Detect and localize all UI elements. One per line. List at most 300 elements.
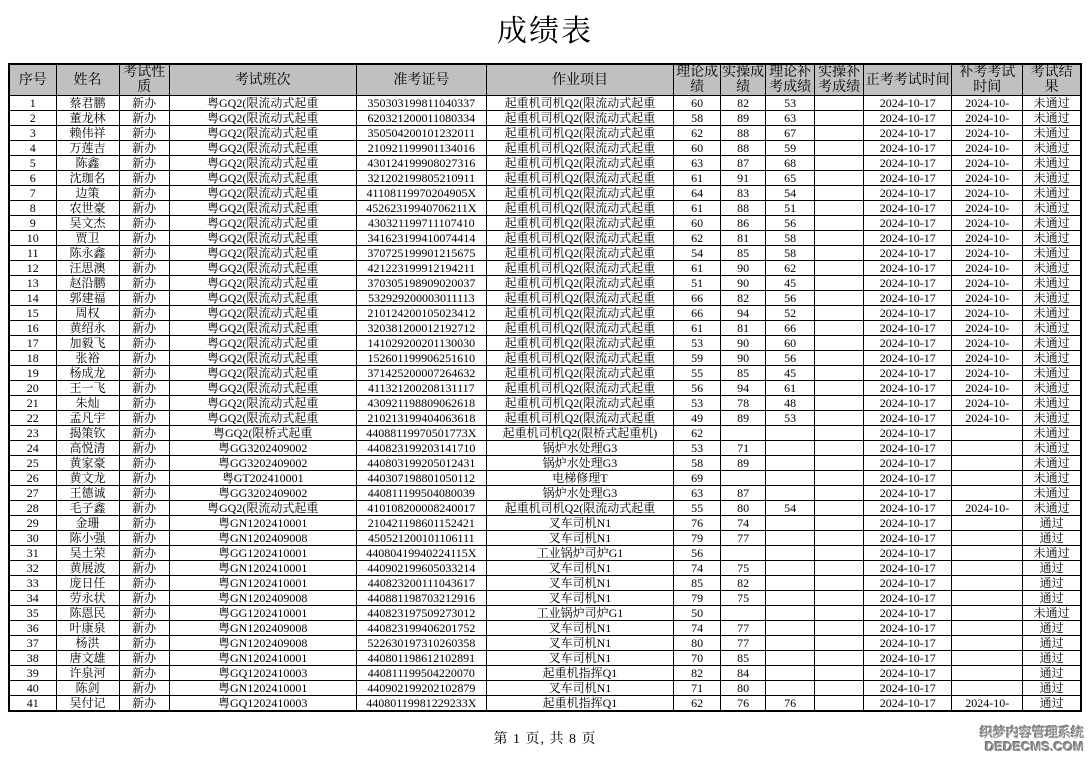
cell-practical-makeup-score: [815, 186, 864, 201]
cell-exam-class: 粤GQ1202410003: [169, 666, 356, 681]
cell-name: 万莲吉: [56, 141, 119, 156]
cell-practical-makeup-score: [815, 501, 864, 516]
table-row: [9, 576, 1081, 591]
cell-theory-makeup-score: 53: [766, 96, 815, 111]
cell-exam-nature: 新办: [119, 636, 169, 651]
cell-exam-date: 2024-10-17: [864, 681, 952, 696]
cell-work-project: 叉车司机N1: [486, 651, 673, 666]
cell-makeup-exam-date: [952, 426, 1023, 441]
cell-theory-score: 60: [674, 216, 721, 231]
cell-theory-makeup-score: 58: [766, 246, 815, 261]
cell-practical-makeup-score: [815, 696, 864, 712]
column-header-theory-makeup-score: 理论补考成绩: [766, 64, 815, 96]
cell-work-project: 起重机司机Q2(限流动式起重: [486, 321, 673, 336]
cell-exam-result: 未通过: [1023, 111, 1081, 126]
cell-practical-score: 88: [721, 201, 766, 216]
cell-makeup-exam-date: 2024-10-: [952, 351, 1023, 366]
table-row: [9, 456, 1081, 471]
cell-theory-score: 54: [674, 246, 721, 261]
cell-work-project: 起重机司机Q2(限流动式起重: [486, 276, 673, 291]
cell-admission-ticket-number: 440811199504080039: [356, 486, 486, 501]
cell-name: 劳永状: [56, 591, 119, 606]
cell-row-number: 41: [9, 696, 56, 712]
cell-practical-makeup-score: [815, 426, 864, 441]
cell-practical-score: 75: [721, 591, 766, 606]
cell-practical-makeup-score: [815, 531, 864, 546]
cell-exam-nature: 新办: [119, 591, 169, 606]
cell-exam-nature: 新办: [119, 576, 169, 591]
cell-exam-nature: 新办: [119, 126, 169, 141]
table-row: [9, 261, 1081, 276]
cell-exam-nature: 新办: [119, 441, 169, 456]
cell-name: 陈永鑫: [56, 246, 119, 261]
cell-name: 吴付记: [56, 696, 119, 712]
cell-admission-ticket-number: 44080119981229233X: [356, 696, 486, 712]
column-header-row-number: 序号: [9, 64, 56, 96]
cell-work-project: 起重机司机Q2(限流动式起重: [486, 411, 673, 426]
cell-row-number: 39: [9, 666, 56, 681]
cell-theory-makeup-score: 63: [766, 111, 815, 126]
cell-exam-class: 粤GQ2(限流动式起重: [169, 411, 356, 426]
cell-theory-makeup-score: 51: [766, 201, 815, 216]
cell-name: 吴土荣: [56, 546, 119, 561]
cell-practical-score: 89: [721, 456, 766, 471]
cell-theory-score: 69: [674, 471, 721, 486]
cell-makeup-exam-date: 2024-10-: [952, 246, 1023, 261]
cell-name: 孟凡宇: [56, 411, 119, 426]
cell-exam-date: 2024-10-17: [864, 486, 952, 501]
cell-row-number: 27: [9, 486, 56, 501]
cell-makeup-exam-date: [952, 486, 1023, 501]
cell-row-number: 23: [9, 426, 56, 441]
cell-exam-date: 2024-10-17: [864, 591, 952, 606]
cell-exam-class: 粤GQ2(限流动式起重: [169, 306, 356, 321]
cell-theory-makeup-score: [766, 681, 815, 696]
cell-theory-score: 62: [674, 126, 721, 141]
cell-row-number: 10: [9, 231, 56, 246]
table-row: [9, 396, 1081, 411]
cell-theory-score: 56: [674, 546, 721, 561]
cell-practical-score: 80: [721, 501, 766, 516]
cell-row-number: 9: [9, 216, 56, 231]
cell-practical-makeup-score: [815, 246, 864, 261]
cell-exam-date: 2024-10-17: [864, 411, 952, 426]
cell-exam-nature: 新办: [119, 246, 169, 261]
cell-name: 唐文雄: [56, 651, 119, 666]
table-row: [9, 336, 1081, 351]
cell-practical-score: 94: [721, 306, 766, 321]
cell-exam-date: 2024-10-17: [864, 426, 952, 441]
cell-admission-ticket-number: 350303199811040337: [356, 96, 486, 111]
cell-exam-class: 粤GQ2(限流动式起重: [169, 366, 356, 381]
cell-exam-nature: 新办: [119, 171, 169, 186]
cell-practical-makeup-score: [815, 126, 864, 141]
cell-makeup-exam-date: [952, 681, 1023, 696]
cell-practical-makeup-score: [815, 201, 864, 216]
cell-exam-date: 2024-10-17: [864, 171, 952, 186]
cell-admission-ticket-number: 440811199504220070: [356, 666, 486, 681]
cell-practical-makeup-score: [815, 381, 864, 396]
table-row: [9, 501, 1081, 516]
cell-practical-score: 77: [721, 636, 766, 651]
cell-row-number: 37: [9, 636, 56, 651]
cell-practical-makeup-score: [815, 621, 864, 636]
cell-exam-result: 未通过: [1023, 171, 1081, 186]
cell-admission-ticket-number: 440881198703212916: [356, 591, 486, 606]
cell-practical-makeup-score: [815, 321, 864, 336]
cell-admission-ticket-number: 320381200012192712: [356, 321, 486, 336]
cell-admission-ticket-number: 440823200111043617: [356, 576, 486, 591]
cell-exam-class: 粤GQ2(限流动式起重: [169, 216, 356, 231]
cell-practical-score: 76: [721, 696, 766, 712]
cell-makeup-exam-date: 2024-10-: [952, 291, 1023, 306]
cell-makeup-exam-date: [952, 561, 1023, 576]
cell-practical-score: 91: [721, 171, 766, 186]
cell-exam-date: 2024-10-17: [864, 306, 952, 321]
cell-makeup-exam-date: 2024-10-: [952, 261, 1023, 276]
cell-admission-ticket-number: 41108119970204905X: [356, 186, 486, 201]
cell-row-number: 36: [9, 621, 56, 636]
table-row: [9, 321, 1081, 336]
cell-exam-nature: 新办: [119, 156, 169, 171]
cell-work-project: 起重机司机Q2(限流动式起重: [486, 261, 673, 276]
cell-theory-score: 85: [674, 576, 721, 591]
cell-makeup-exam-date: 2024-10-: [952, 141, 1023, 156]
cell-theory-score: 63: [674, 486, 721, 501]
cell-theory-makeup-score: [766, 591, 815, 606]
cell-theory-makeup-score: 58: [766, 231, 815, 246]
cell-admission-ticket-number: 210213199404063618: [356, 411, 486, 426]
cell-name: 许泉河: [56, 666, 119, 681]
cell-theory-makeup-score: 67: [766, 126, 815, 141]
cell-makeup-exam-date: 2024-10-: [952, 186, 1023, 201]
cell-theory-score: 80: [674, 636, 721, 651]
cell-exam-class: 粤GG3202409002: [169, 486, 356, 501]
cell-practical-makeup-score: [815, 516, 864, 531]
cell-exam-date: 2024-10-17: [864, 246, 952, 261]
table-row: [9, 246, 1081, 261]
cell-practical-score: 71: [721, 441, 766, 456]
cell-makeup-exam-date: [952, 441, 1023, 456]
cell-exam-class: 粤GG3202409002: [169, 456, 356, 471]
table-row: [9, 126, 1081, 141]
table-row: [9, 201, 1081, 216]
cell-exam-date: 2024-10-17: [864, 471, 952, 486]
cell-practical-makeup-score: [815, 591, 864, 606]
cell-exam-date: 2024-10-17: [864, 366, 952, 381]
cell-exam-result: 未通过: [1023, 306, 1081, 321]
cell-work-project: 起重机司机Q2(限流动式起重: [486, 306, 673, 321]
cell-exam-result: 通过: [1023, 651, 1081, 666]
cell-theory-makeup-score: 53: [766, 411, 815, 426]
cell-work-project: 叉车司机N1: [486, 591, 673, 606]
table-row: [9, 426, 1081, 441]
cell-theory-score: 79: [674, 591, 721, 606]
cell-row-number: 30: [9, 531, 56, 546]
cell-exam-nature: 新办: [119, 501, 169, 516]
cell-name: 黄家豪: [56, 456, 119, 471]
cell-practical-makeup-score: [815, 306, 864, 321]
cell-exam-class: 粤GQ2(限流动式起重: [169, 171, 356, 186]
cell-exam-date: 2024-10-17: [864, 276, 952, 291]
cell-exam-result: 未通过: [1023, 141, 1081, 156]
cell-practical-makeup-score: [815, 546, 864, 561]
cell-exam-result: 未通过: [1023, 231, 1081, 246]
cell-exam-result: 通过: [1023, 696, 1081, 712]
cell-theory-score: 61: [674, 261, 721, 276]
cell-theory-score: 66: [674, 306, 721, 321]
cell-exam-nature: 新办: [119, 231, 169, 246]
cell-exam-class: 粤GN1202410001: [169, 651, 356, 666]
cell-row-number: 25: [9, 456, 56, 471]
cell-practical-makeup-score: [815, 681, 864, 696]
cell-admission-ticket-number: 152601199906251610: [356, 351, 486, 366]
cell-exam-result: 未通过: [1023, 126, 1081, 141]
cell-practical-score: 87: [721, 486, 766, 501]
cell-exam-result: 未通过: [1023, 246, 1081, 261]
cell-practical-makeup-score: [815, 111, 864, 126]
cell-exam-date: 2024-10-17: [864, 456, 952, 471]
cell-name: 黄文龙: [56, 471, 119, 486]
cell-exam-result: 未通过: [1023, 396, 1081, 411]
cell-work-project: 起重机司机Q2(限流动式起重: [486, 216, 673, 231]
cell-exam-date: 2024-10-17: [864, 261, 952, 276]
cell-row-number: 12: [9, 261, 56, 276]
cell-name: 董龙林: [56, 111, 119, 126]
cell-work-project: 工业锅炉司炉G1: [486, 546, 673, 561]
cell-practical-makeup-score: [815, 291, 864, 306]
cell-name: 揭策钦: [56, 426, 119, 441]
cell-practical-score: 90: [721, 261, 766, 276]
cell-admission-ticket-number: 440902199605033214: [356, 561, 486, 576]
cell-theory-makeup-score: 62: [766, 261, 815, 276]
cell-theory-score: 62: [674, 231, 721, 246]
cell-practical-makeup-score: [815, 396, 864, 411]
cell-work-project: 叉车司机N1: [486, 561, 673, 576]
cell-admission-ticket-number: 210921199901134016: [356, 141, 486, 156]
cell-practical-makeup-score: [815, 441, 864, 456]
cell-exam-result: 未通过: [1023, 366, 1081, 381]
cell-makeup-exam-date: [952, 531, 1023, 546]
cell-work-project: 起重机司机Q2(限流动式起重: [486, 231, 673, 246]
cell-exam-nature: 新办: [119, 381, 169, 396]
cell-row-number: 5: [9, 156, 56, 171]
cell-practical-makeup-score: [815, 471, 864, 486]
cell-exam-nature: 新办: [119, 621, 169, 636]
cell-exam-result: 未通过: [1023, 261, 1081, 276]
table-row: [9, 171, 1081, 186]
cell-work-project: 起重机司机Q2(限流动式起重: [486, 366, 673, 381]
cell-exam-date: 2024-10-17: [864, 651, 952, 666]
cell-exam-date: 2024-10-17: [864, 231, 952, 246]
cell-exam-nature: 新办: [119, 696, 169, 712]
cell-exam-nature: 新办: [119, 546, 169, 561]
cell-work-project: 起重机司机Q2(限流动式起重: [486, 171, 673, 186]
cell-theory-score: 62: [674, 426, 721, 441]
cell-exam-class: 粤GQ2(限流动式起重: [169, 246, 356, 261]
cell-theory-score: 49: [674, 411, 721, 426]
column-header-exam-result: 考试结果: [1023, 64, 1081, 96]
column-header-exam-date: 正考考试时间: [864, 64, 952, 96]
cell-theory-makeup-score: 56: [766, 351, 815, 366]
cell-exam-nature: 新办: [119, 456, 169, 471]
cell-theory-score: 51: [674, 276, 721, 291]
cell-admission-ticket-number: 370725199901215675: [356, 246, 486, 261]
cell-theory-makeup-score: 60: [766, 336, 815, 351]
cell-exam-class: 粤GQ2(限流动式起重: [169, 291, 356, 306]
cell-practical-makeup-score: [815, 561, 864, 576]
cell-exam-nature: 新办: [119, 471, 169, 486]
cell-practical-makeup-score: [815, 171, 864, 186]
cell-work-project: 起重机司机Q2(限流动式起重: [486, 111, 673, 126]
cell-exam-date: 2024-10-17: [864, 336, 952, 351]
cell-name: 杨成龙: [56, 366, 119, 381]
cell-practical-score: [721, 606, 766, 621]
cell-exam-nature: 新办: [119, 336, 169, 351]
score-table: [8, 63, 1082, 712]
cell-practical-score: 74: [721, 516, 766, 531]
cell-theory-makeup-score: [766, 471, 815, 486]
cell-exam-nature: 新办: [119, 201, 169, 216]
cell-practical-makeup-score: [815, 231, 864, 246]
cell-makeup-exam-date: [952, 636, 1023, 651]
cell-practical-makeup-score: [815, 96, 864, 111]
cell-row-number: 19: [9, 366, 56, 381]
cell-exam-class: 粤GN1202410001: [169, 576, 356, 591]
cell-theory-makeup-score: [766, 576, 815, 591]
cell-work-project: 起重机司机Q2(限流动式起重: [486, 501, 673, 516]
cell-exam-nature: 新办: [119, 186, 169, 201]
cell-name: 吴文杰: [56, 216, 119, 231]
cell-theory-makeup-score: [766, 621, 815, 636]
cell-admission-ticket-number: 440823197509273012: [356, 606, 486, 621]
cell-makeup-exam-date: 2024-10-: [952, 231, 1023, 246]
cell-name: 陈剑: [56, 681, 119, 696]
cell-work-project: 起重机司机Q2(限流动式起重: [486, 126, 673, 141]
cell-exam-nature: 新办: [119, 366, 169, 381]
cell-exam-class: 粤GQ2(限流动式起重: [169, 396, 356, 411]
cell-exam-date: 2024-10-17: [864, 516, 952, 531]
cell-makeup-exam-date: [952, 621, 1023, 636]
cell-admission-ticket-number: 440823199203141710: [356, 441, 486, 456]
cell-theory-score: 82: [674, 666, 721, 681]
cell-name: 陈恩民: [56, 606, 119, 621]
cell-exam-nature: 新办: [119, 516, 169, 531]
cell-practical-makeup-score: [815, 351, 864, 366]
cell-makeup-exam-date: 2024-10-: [952, 336, 1023, 351]
cell-exam-nature: 新办: [119, 606, 169, 621]
cell-theory-score: 74: [674, 621, 721, 636]
cell-exam-result: 未通过: [1023, 471, 1081, 486]
cell-exam-date: 2024-10-17: [864, 696, 952, 712]
cell-exam-date: 2024-10-17: [864, 291, 952, 306]
column-header-work-project: 作业项目: [486, 64, 673, 96]
cell-admission-ticket-number: 350504200101232011: [356, 126, 486, 141]
cell-admission-ticket-number: 341623199410074414: [356, 231, 486, 246]
table-row: [9, 471, 1081, 486]
cell-practical-score: [721, 546, 766, 561]
page-title: 成绩表: [497, 15, 593, 48]
cell-exam-class: 粤GQ2(限流动式起重: [169, 231, 356, 246]
cell-practical-score: 84: [721, 666, 766, 681]
cell-exam-result: 未通过: [1023, 381, 1081, 396]
cell-row-number: 32: [9, 561, 56, 576]
cell-theory-score: 61: [674, 201, 721, 216]
cell-exam-nature: 新办: [119, 561, 169, 576]
cell-exam-result: 通过: [1023, 591, 1081, 606]
cell-work-project: 叉车司机N1: [486, 621, 673, 636]
cell-row-number: 34: [9, 591, 56, 606]
table-row: [9, 681, 1081, 696]
cell-theory-makeup-score: [766, 516, 815, 531]
cell-practical-makeup-score: [815, 261, 864, 276]
cell-admission-ticket-number: 410108200008240017: [356, 501, 486, 516]
cell-practical-score: 88: [721, 126, 766, 141]
cell-theory-score: 60: [674, 141, 721, 156]
cell-theory-score: 61: [674, 171, 721, 186]
cell-exam-nature: 新办: [119, 96, 169, 111]
table-row: [9, 486, 1081, 501]
cell-practical-makeup-score: [815, 366, 864, 381]
cell-makeup-exam-date: 2024-10-: [952, 501, 1023, 516]
cell-work-project: 起重机司机Q2(限流动式起重: [486, 351, 673, 366]
cell-practical-makeup-score: [815, 156, 864, 171]
cell-admission-ticket-number: 411321200208131117: [356, 381, 486, 396]
cell-practical-makeup-score: [815, 456, 864, 471]
cell-exam-result: 未通过: [1023, 546, 1081, 561]
cell-exam-class: 粤GQ2(限流动式起重: [169, 261, 356, 276]
cell-makeup-exam-date: 2024-10-: [952, 696, 1023, 712]
cell-exam-date: 2024-10-17: [864, 636, 952, 651]
cell-theory-makeup-score: [766, 486, 815, 501]
cell-name: 陈鑫: [56, 156, 119, 171]
cell-exam-class: 粤GQ2(限桥式起重: [169, 426, 356, 441]
table-row: [9, 441, 1081, 456]
cell-work-project: 起重机司机Q2(限流动式起重: [486, 381, 673, 396]
cell-row-number: 20: [9, 381, 56, 396]
cell-row-number: 31: [9, 546, 56, 561]
cell-name: 杨洪: [56, 636, 119, 651]
table-row: [9, 291, 1081, 306]
cell-practical-score: 82: [721, 576, 766, 591]
cell-work-project: 锅炉水处理G3: [486, 456, 673, 471]
cell-row-number: 17: [9, 336, 56, 351]
cell-exam-nature: 新办: [119, 651, 169, 666]
cell-theory-score: 63: [674, 156, 721, 171]
cell-row-number: 3: [9, 126, 56, 141]
cell-exam-result: 未通过: [1023, 411, 1081, 426]
cell-exam-class: 粤GN1202409008: [169, 531, 356, 546]
cell-practical-score: 85: [721, 246, 766, 261]
cell-exam-nature: 新办: [119, 486, 169, 501]
cell-exam-class: 粤GG1202410001: [169, 546, 356, 561]
cell-exam-result: 未通过: [1023, 486, 1081, 501]
cell-exam-class: 粤GG1202410001: [169, 606, 356, 621]
cell-exam-result: 未通过: [1023, 441, 1081, 456]
column-header-exam-nature: 考试性质: [119, 64, 169, 96]
cell-exam-nature: 新办: [119, 426, 169, 441]
cell-theory-score: 66: [674, 291, 721, 306]
page-number: 第 1 页, 共 8 页: [493, 732, 597, 747]
cell-exam-result: 通过: [1023, 576, 1081, 591]
cell-practical-makeup-score: [815, 141, 864, 156]
cell-theory-score: 64: [674, 186, 721, 201]
cell-exam-class: 粤GT202410001: [169, 471, 356, 486]
cell-row-number: 29: [9, 516, 56, 531]
cell-theory-makeup-score: 56: [766, 291, 815, 306]
cell-theory-score: 53: [674, 396, 721, 411]
cell-admission-ticket-number: 44080419940224115X: [356, 546, 486, 561]
